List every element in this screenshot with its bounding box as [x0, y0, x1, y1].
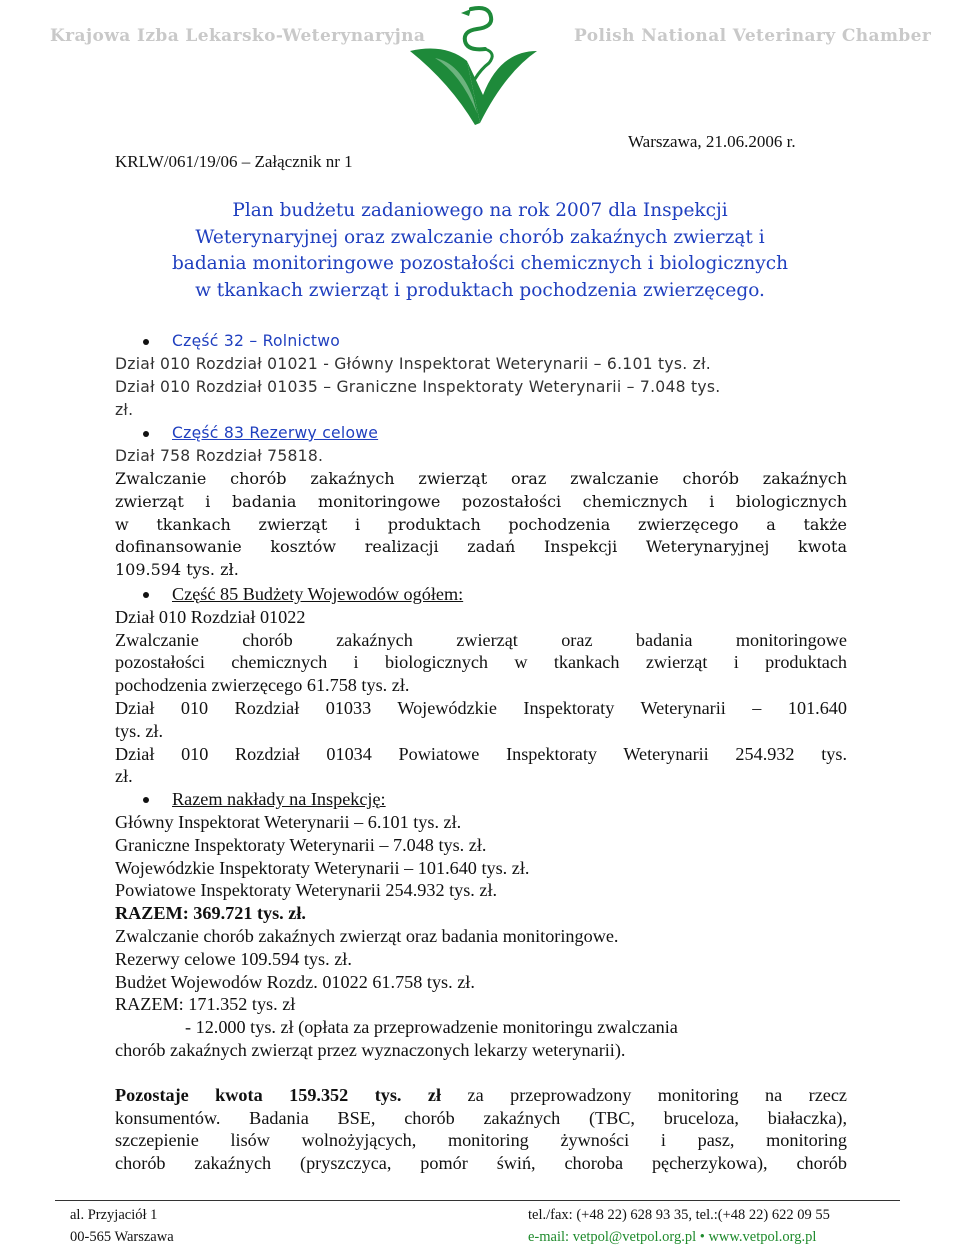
final-line: chorób zakaźnych (pryszczyca, pomór świń, choroba pęcherzykowa), chorób — [115, 1153, 847, 1174]
paragraph-line: zwierząt i badania monitoringowe pozostałości chemicznych i biologicznych — [115, 491, 847, 511]
final-line — [115, 1084, 847, 1107]
spacer — [115, 1062, 847, 1084]
paragraph-line: Zwalczanie chorób zakaźnych zwierząt oraz zwalczanie chorób zakaźnych — [115, 469, 847, 488]
bullet-icon — [143, 592, 149, 598]
section-85-line: tys. zł. — [115, 720, 163, 741]
totals-line: RAZEM: 171.352 tys. zł — [115, 994, 296, 1015]
list-item — [115, 788, 847, 811]
document-title — [110, 198, 850, 304]
document-date: Warszawa, 21.06.2006 r. — [628, 132, 796, 151]
paragraph-line: pochodzenia zwierzęcego 61.758 tys. zł. — [115, 675, 410, 696]
totals-line: Główny Inspektorat Weterynarii – 6.101 tys. zł. — [115, 811, 462, 832]
remaining-amount: Pozostaje kwota 159.352 tys. zł — [115, 1084, 442, 1105]
deduction-line: - 12.000 tys. zł (opłata za przeprowadzenie monitoringu zwalczania — [185, 1017, 678, 1038]
list-item — [115, 583, 847, 606]
list-item — [115, 422, 847, 445]
totals-line: Wojewódzkie Inspektoraty Weterynarii – 101.640 tys. zł. — [115, 857, 530, 878]
deduction-line: chorób zakaźnych zwierząt przez wyznaczonych lekarzy weterynarii). — [115, 1039, 626, 1060]
org-name-english: Polish National Veterinary Chamber — [574, 26, 932, 46]
paragraph-line: 109.594 tys. zł. — [115, 560, 239, 580]
section-83-paragraph — [115, 468, 847, 582]
budget-sections-block — [115, 330, 847, 468]
section-32-line: Dział 010 Rozdział 01021 - Główny Inspektorat Weterynarii – 6.101 tys. zł. — [115, 355, 711, 373]
grand-total: RAZEM: 369.721 tys. zł. — [115, 903, 306, 924]
section-85-line: Dział 010 Rozdział 01034 Powiatowe Inspektoraty Weterynarii 254.932 tys. — [115, 743, 847, 764]
footer-address-street: al. Przyjaciół 1 — [70, 1207, 158, 1223]
bullet-icon — [143, 431, 149, 437]
section-32-heading: Część 32 – Rolnictwo — [172, 332, 341, 350]
footer-contact-links[interactable]: e-mail: vetpol@vetpol.org.pl • www.vetpol.org.pl — [528, 1229, 817, 1245]
totals-line: Graniczne Inspektoraty Weterynarii – 7.048 tys. zł. — [115, 834, 487, 855]
section-85-line: zł. — [115, 766, 133, 787]
paragraph-line: w tkankach zwierząt i produktach pochodzenia zwierzęcego a także — [115, 514, 847, 534]
section-32-line: zł. — [115, 401, 134, 419]
section-85-line: Dział 010 Rozdział 01022 — [115, 606, 306, 627]
footer-phone: tel./fax: (+48 22) 628 93 35, tel.:(+48 22) 622 09 55 — [528, 1207, 830, 1223]
totals-line: Rezerwy celowe 109.594 tys. zł. — [115, 948, 352, 969]
final-line: szczepienie lisów wolnożyjących, monitoring żywności i pasz, monitoring — [115, 1130, 847, 1151]
list-item — [115, 330, 847, 353]
paragraph-line: Zwalczanie chorób zakaźnych zwierząt oraz badania monitoringowe — [115, 629, 847, 650]
section-85-line: Dział 010 Rozdział 01033 Wojewódzkie Inspektoraty Weterynarii – 101.640 — [115, 697, 847, 718]
section-32-line: Dział 010 Rozdział 01035 – Graniczne Inspektoraty Weterynarii – 7.048 tys. — [115, 378, 721, 396]
paragraph-line: pozostałości chemicznych i biologicznych w tkankach zwierząt i produktach — [115, 652, 847, 673]
totals-line: Powiatowe Inspektoraty Weterynarii 254.932 tys. zł. — [115, 880, 498, 901]
paragraph-line: dofinansowanie kosztów realizacji zadań Inspekcji Weterynaryjnej kwota — [115, 537, 847, 557]
final-text: za przeprowadzony monitoring na rzecz — [441, 1084, 847, 1105]
totals-line: Budżet Wojewodów Rozdz. 01022 61.758 tys. zł. — [115, 971, 475, 992]
footer-address-city: 00-565 Warszawa — [70, 1229, 174, 1245]
totals-line: Zwalczanie chorób zakaźnych zwierząt oraz badania monitoringowe. — [115, 925, 619, 946]
budget-summary-block — [115, 583, 847, 1175]
section-83-heading: Część 83 Rezerwy celowe — [172, 424, 379, 442]
section-83-line: Dział 758 Rozdział 75818. — [115, 447, 324, 465]
document-reference: KRLW/061/19/06 – Załącznik nr 1 — [115, 152, 353, 171]
title-line: Plan budżetu zadaniowego na rok 2007 dla Inspekcji — [232, 200, 728, 221]
final-line: konsumentów. Badania BSE, chorób zakaźnych (TBC, bruceloza, białaczka), — [115, 1107, 847, 1128]
snake-v-logo-icon — [405, 3, 540, 128]
title-line: w tkankach zwierząt i produktach pochodzenia zwierzęcego. — [195, 279, 765, 301]
title-line: Weterynaryjnej oraz zwalczanie chorób zakaźnych zwierząt i — [195, 226, 765, 248]
section-85-heading: Część 85 Budżety Wojewodów ogółem: — [172, 584, 464, 604]
footer-divider — [55, 1200, 900, 1201]
totals-heading: Razem nakłady na Inspekcję: — [172, 789, 386, 810]
title-line: badania monitoringowe pozostałości chemicznych i biologicznych — [171, 253, 789, 275]
org-name-polish: Krajowa Izba Lekarsko-Weterynaryjna — [50, 26, 426, 46]
bullet-icon — [143, 339, 149, 345]
